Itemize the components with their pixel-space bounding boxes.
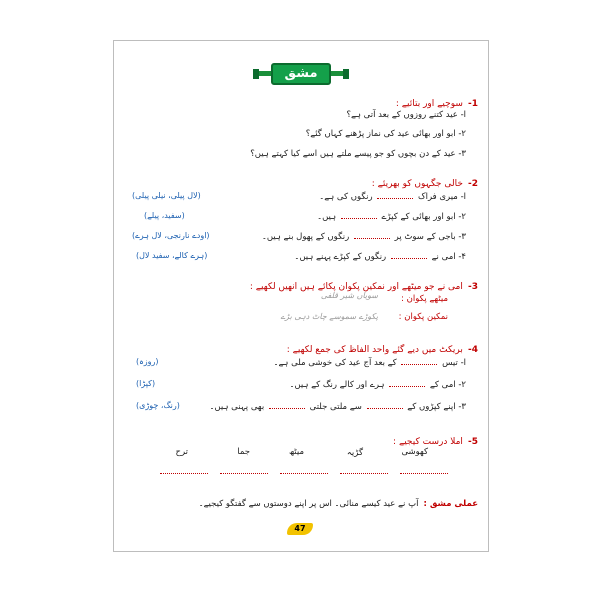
blank-line[interactable] — [341, 212, 377, 219]
item-text: امی کے — [429, 380, 456, 390]
spelling-answer-line-1[interactable] — [400, 473, 448, 474]
section-1-heading — [396, 91, 478, 110]
blank-line[interactable] — [269, 402, 305, 409]
blank-line[interactable] — [389, 380, 425, 387]
blank-line[interactable] — [391, 252, 427, 259]
item-text: عید کتنے روزوں کے بعد آتی ہے؟ — [346, 110, 458, 120]
activity-label: عملی مشق : — [423, 499, 478, 509]
section-5-heading — [393, 429, 478, 448]
spelling-word-1: کھوشی — [401, 447, 428, 457]
sweet-dishes-traced-text[interactable]: سویاں شیر قلفی — [320, 291, 378, 300]
item-number: ا- — [460, 358, 466, 368]
title-badge — [271, 63, 331, 85]
item-text: اپنے کپڑوں کے — [407, 402, 456, 412]
section-4-hint-2: (کپڑا) — [136, 379, 156, 388]
spelling-word-3: میٹھ — [288, 447, 304, 457]
item-number: ۳- — [458, 232, 466, 242]
section-2-hint-1: (لال پیلی، نیلی پیلی) — [132, 191, 201, 200]
section-4-item-3 — [209, 401, 466, 412]
section-4-hint-1: (روزہ) — [136, 357, 159, 366]
item-text: بھی پہنی ہیں۔ — [209, 402, 265, 412]
section-2-number: 2- — [467, 179, 478, 189]
worksheet-page — [113, 40, 489, 552]
section-2-heading — [372, 171, 478, 190]
item-text: ہیں۔ — [317, 212, 337, 222]
section-4-item-1 — [273, 357, 466, 368]
section-4-number: 4- — [467, 345, 478, 355]
section-4-item-2 — [289, 379, 466, 390]
sweet-dishes-label: میٹھے پکوان : — [401, 294, 448, 304]
item-number: ا- — [460, 110, 466, 120]
item-text: رنگوں کی ہے۔ — [319, 192, 373, 202]
salty-dishes-label: نمکین پکوان : — [398, 312, 448, 322]
item-text: رنگوں کے پھول بنے ہیں۔ — [261, 232, 350, 242]
section-1-number: 1- — [467, 99, 478, 109]
item-number: ۲- — [458, 212, 466, 222]
blank-line[interactable] — [377, 192, 413, 199]
item-text: تیس — [442, 358, 458, 368]
blank-line[interactable] — [401, 358, 437, 365]
spelling-word-4: جما — [237, 447, 250, 457]
item-text: ہرے اور کالے رنگ کے ہیں۔ — [289, 380, 385, 390]
item-number: ۳- — [458, 149, 466, 159]
section-4-title: بریکٹ میں دیے گئے واحد الفاظ کی جمع لکھیے : — [286, 345, 463, 355]
salty-dishes-traced-text[interactable]: پکوڑے سموسے چاٹ دہی بڑے — [280, 312, 378, 321]
section-2-item-2 — [317, 211, 466, 222]
spelling-word-2: گڑیہ — [346, 448, 363, 458]
item-text: عید کے دن بچوں کو جو پیسے ملتے ہیں اسے کیا کہتے ہیں؟ — [250, 149, 456, 159]
item-text: کے بعد آج عید کی خوشی ملی ہے۔ — [273, 358, 397, 368]
item-number: ۴- — [458, 252, 466, 262]
title-cap-right — [343, 69, 349, 79]
section-2-item-4 — [294, 251, 466, 262]
section-1-title: سوچیے اور بتائیے : — [395, 99, 463, 109]
blank-line[interactable] — [354, 232, 390, 239]
item-number: ۲- — [458, 129, 466, 139]
page-number-badge: 47 — [287, 523, 313, 535]
section-2-title: خالی جگہوں کو بھریئے : — [371, 179, 463, 189]
spelling-answer-line-5[interactable] — [160, 473, 208, 474]
section-2-item-3 — [262, 231, 466, 242]
section-1-item-2 — [306, 128, 466, 139]
section-4-heading — [287, 337, 478, 356]
item-text: باجی کے سوٹ پر — [394, 232, 456, 242]
item-text: ابو اور بھائی کے کپڑے — [381, 212, 456, 222]
item-text: میری فراک — [417, 192, 458, 202]
section-4-hint-3: (رنگ، چوڑی) — [136, 401, 180, 410]
spelling-answer-line-3[interactable] — [280, 473, 328, 474]
item-text: ابو اور بھائی عید کی نماز پڑھنے کہاں گئے؟ — [305, 129, 456, 139]
spelling-answer-line-2[interactable] — [340, 473, 388, 474]
spelling-answer-line-4[interactable] — [220, 473, 268, 474]
item-text: امی نے — [431, 252, 456, 262]
title-cap-left — [253, 69, 259, 79]
item-number: ۳- — [458, 402, 466, 412]
section-2-hint-3: (اودے نارنجی، لال ہرے) — [132, 231, 210, 240]
spelling-word-5: ترح — [175, 447, 188, 457]
item-text: سے ملتی جلتی — [309, 402, 362, 412]
section-5-number: 5- — [467, 437, 478, 447]
section-5-title: املا درست کیجیے : — [393, 437, 463, 447]
item-number: ا- — [460, 192, 466, 202]
section-3-number: 3- — [467, 282, 478, 292]
blank-line[interactable] — [367, 402, 403, 409]
section-1-item-3 — [250, 148, 466, 159]
section-2-hint-4: (ہرے کالے، سفید لال) — [136, 251, 208, 260]
activity-text: آپ نے عید کیسے منائی۔ اس پر اپنے دوستوں سے گفتگو کیجیے۔ — [198, 499, 419, 509]
section-2-hint-2: (سفید، پیلے) — [144, 211, 185, 220]
section-1-item-1 — [346, 109, 466, 120]
section-2-item-1 — [319, 191, 466, 202]
item-text: رنگوں کے کپڑے پہنے ہیں۔ — [294, 252, 387, 262]
section-3-title: امی نے جو میٹھے اور نمکین پکوان پکائے ہیں انھیں لکھیے : — [249, 282, 463, 292]
item-number: ۲- — [458, 380, 466, 390]
activity-row — [199, 491, 478, 510]
page-title: مشق — [271, 63, 331, 85]
